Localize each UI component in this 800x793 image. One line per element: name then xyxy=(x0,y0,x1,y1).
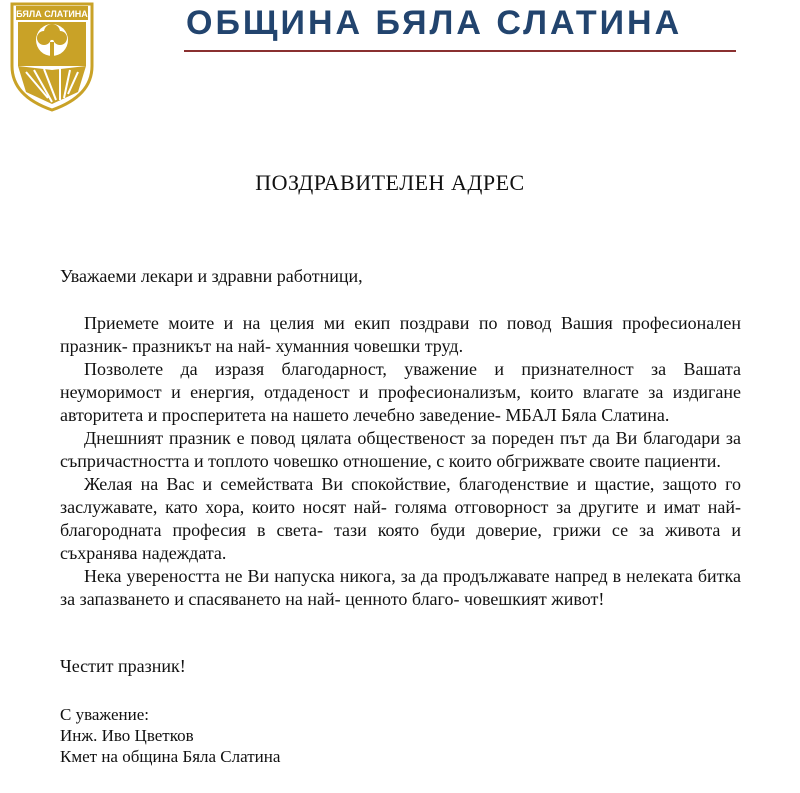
signature-block xyxy=(60,704,280,767)
salutation: Уважаеми лекари и здравни работници, xyxy=(60,266,363,286)
letter-body xyxy=(60,312,741,611)
paragraph-5: Нека увереността не Ви напуска никога, за да продължавате напред в нелеката битка за запазването и спасяването на най- ценното благо- човешкият живот! xyxy=(60,566,741,609)
closing-line: Честит празник! xyxy=(60,656,186,676)
crest-shield-icon xyxy=(8,0,96,112)
organization-name: ОБЩИНА БЯЛА СЛАТИНА xyxy=(186,4,683,42)
document-title: ПОЗДРАВИТЕЛЕН АДРЕС xyxy=(255,170,525,195)
svg-text:БЯЛА СЛАТИНА: БЯЛА СЛАТИНА xyxy=(16,9,88,19)
signature-name: Инж. Иво Цветков xyxy=(60,726,194,745)
signature-position: Кмет на община Бяла Слатина xyxy=(60,747,281,766)
signature-regards: С уважение: xyxy=(60,705,149,724)
paragraph-4: Желая на Вас и семействата Ви спокойствие, благоденствие и щастие, защото го заслужавате, като хора, които носят най- голяма отговорност за другите и имат най- благородната професия в света- тази която буди доверие, грижи се за живота и съхранява надеждата. xyxy=(60,474,741,563)
letterhead-divider xyxy=(184,50,736,52)
municipality-crest-logo xyxy=(8,0,96,112)
paragraph-3: Днешният празник е повод цялата общественост за пореден път да Ви благодари за съпричастността и топлото човешко отношение, с които обгрижвате своите пациенти. xyxy=(60,428,741,471)
paragraph-1: Приемете моите и на целия ми екип поздрави по повод Вашия професионален празник- празникът на най- хуманния човешки труд. xyxy=(60,313,741,356)
paragraph-2: Позволете да изразя благодарност, уважение и признателност за Вашата неуморимост и енергия, отдаденост и професионализъм, които влагате за издигане авторитета и просперитета на нашето лечебно заведение- МБАЛ Бяла Слатина. xyxy=(60,359,741,425)
